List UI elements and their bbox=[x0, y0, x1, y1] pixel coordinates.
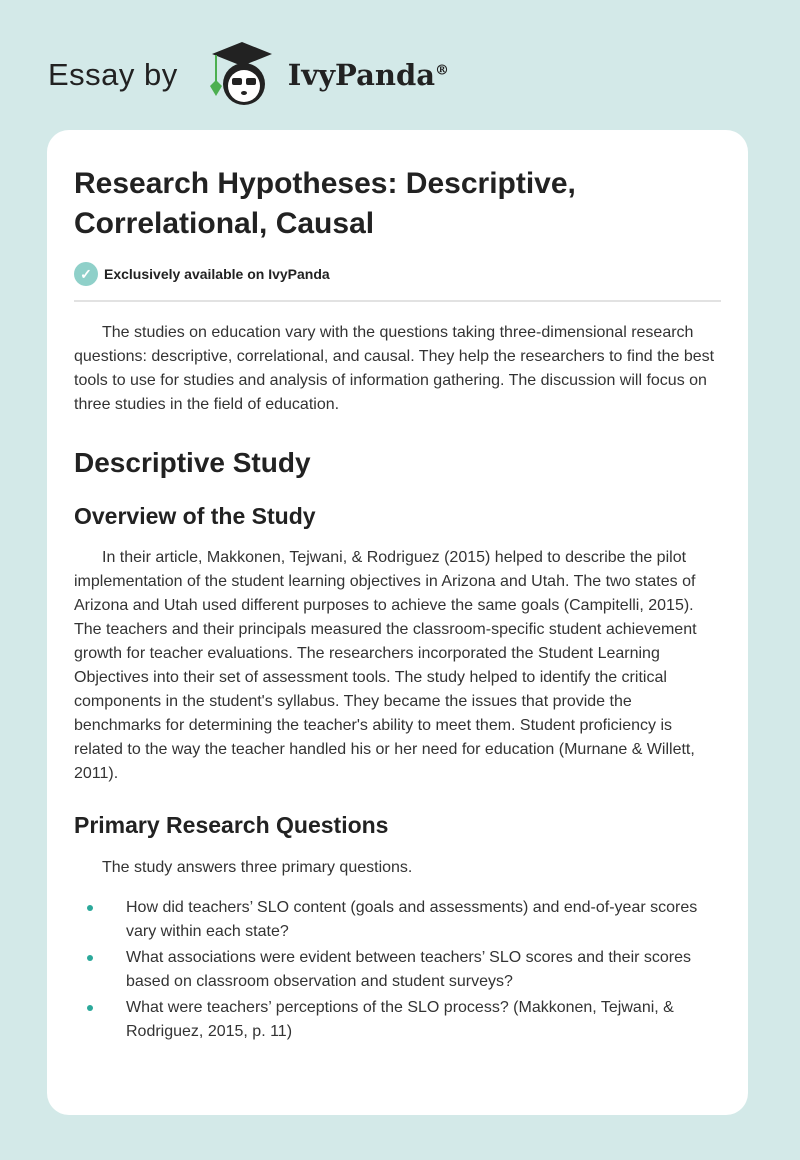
ivypanda-logo-icon[interactable] bbox=[198, 40, 284, 110]
intro-paragraph: The studies on education vary with the questions taking three-dimensional research questions: descriptive, correlational, and causal. They help the researchers to find the best tools to use for studies and analysis of information gathering. The discussion will focus on three studies in the field of education. bbox=[74, 324, 715, 413]
questions-intro: The study answers three primary questions. bbox=[102, 859, 413, 876]
list-item: How did teachers’ SLO content (goals and assessments) and end-of-year scores vary within each state? bbox=[126, 896, 721, 944]
heading-research-questions: Primary Research Questions bbox=[74, 812, 389, 838]
list-item: What associations were evident between teachers’ SLO scores and their scores based on classroom observation and student surveys? bbox=[126, 946, 721, 994]
list-item: What were teachers’ perceptions of the SLO process? (Makkonen, Tejwani, & Rodriguez, 2015, p. 11) bbox=[126, 996, 721, 1044]
overview-paragraph: In their article, Makkonen, Tejwani, & Rodriguez (2015) helped to describe the pilot implementation of the student learning objectives in Arizona and Utah. The two states of Arizona and Utah used different purposes to achieve the same goals (Campitelli, 2015). The teachers and their principals measured the classroom-specific student achievement growth for teacher evaluations. The researchers incorporated the Student Learning Objectives into their set of assessment tools. The study helped to identify the critical components in the student's syllabus. They became the issues that provide the benchmarks for determining the teacher's ability to meet them. Student proficiency is related to the way the teacher handled his or her need for education (Murnane & Willett, 2011). bbox=[74, 549, 697, 782]
heading-overview: Overview of the Study bbox=[74, 503, 316, 529]
registered-mark: ® bbox=[435, 62, 450, 79]
site-header bbox=[48, 40, 449, 110]
essay-by-label: Essay by bbox=[48, 57, 178, 92]
questions-list bbox=[74, 896, 721, 1044]
check-icon: ✓ bbox=[74, 262, 98, 286]
article-card bbox=[47, 130, 748, 1115]
exclusive-badge bbox=[74, 262, 721, 302]
brand-text: IvyPanda bbox=[287, 58, 436, 92]
brand-name bbox=[288, 58, 449, 92]
badge-text: Exclusively available on IvyPanda bbox=[104, 266, 330, 282]
article-title: Research Hypotheses: Descriptive, Correlational, Causal bbox=[74, 167, 576, 240]
heading-descriptive-study: Descriptive Study bbox=[74, 447, 311, 478]
